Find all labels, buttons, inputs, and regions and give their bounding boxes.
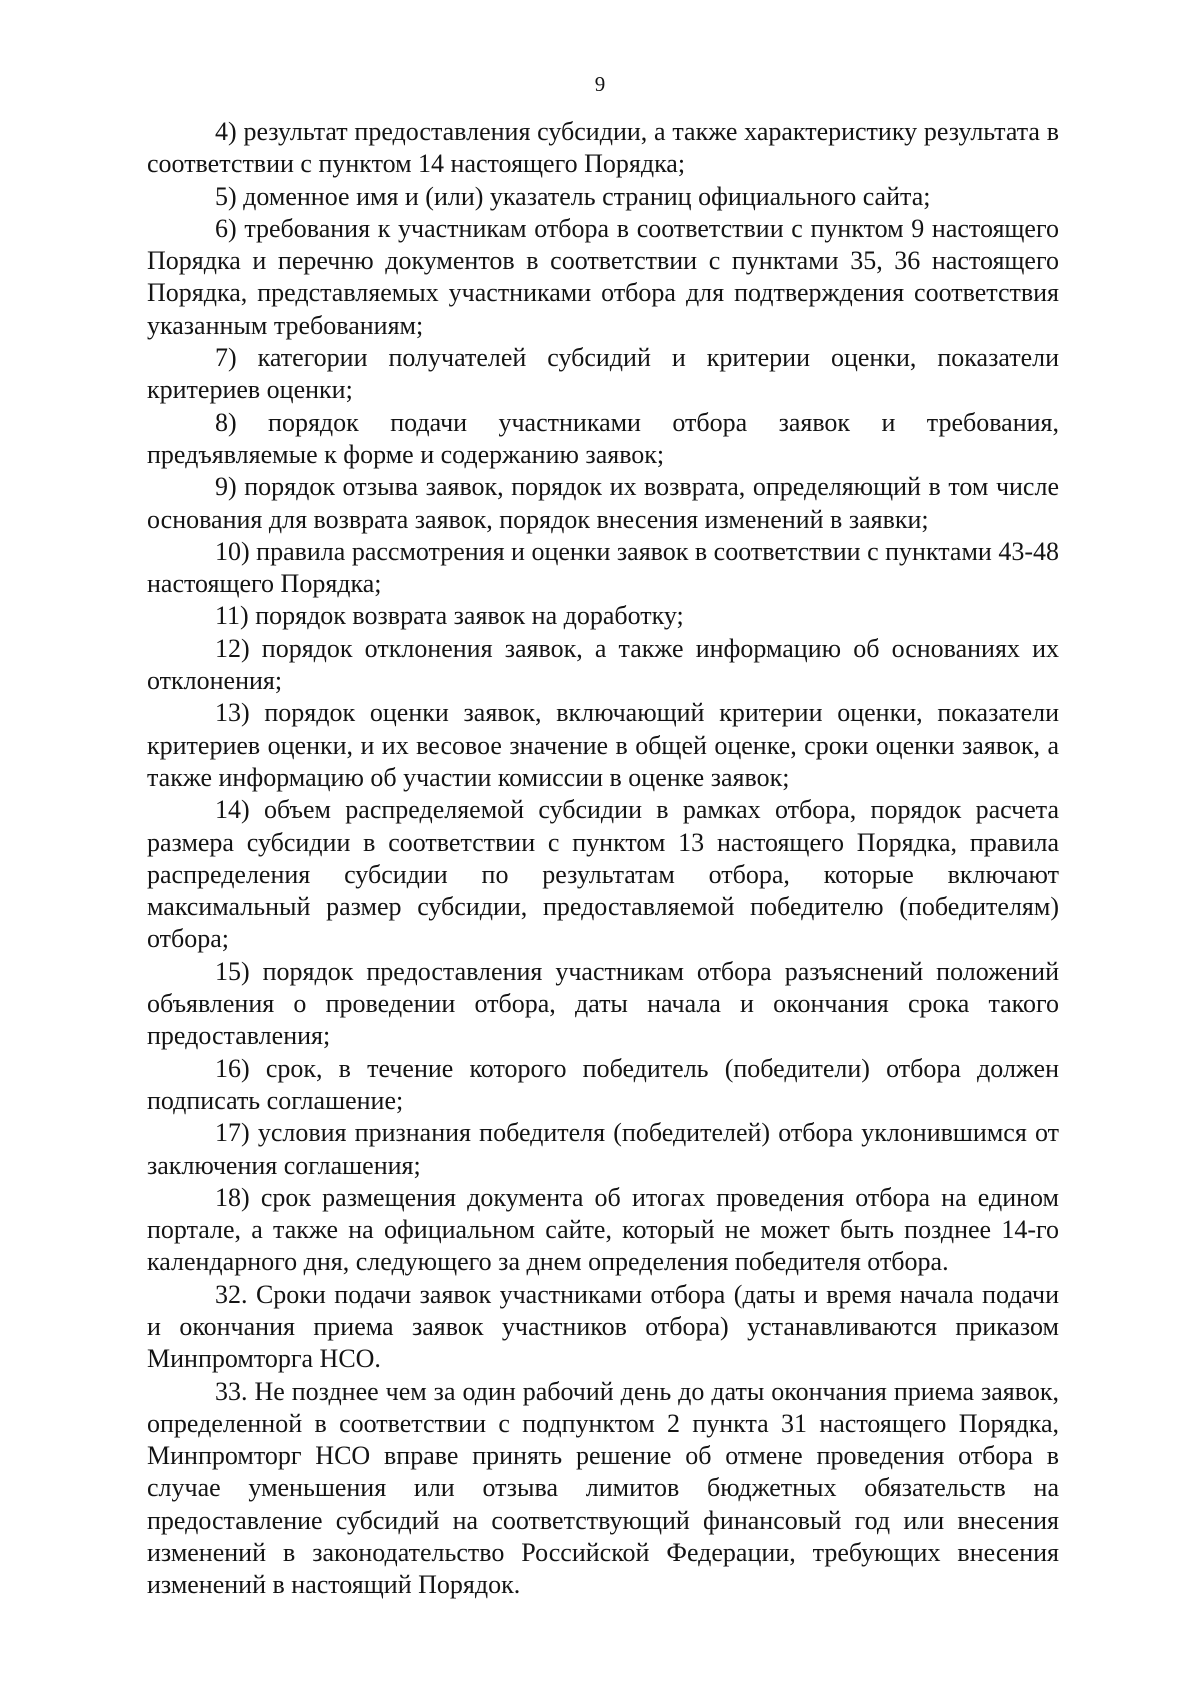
- list-item-6: 6) требования к участникам отбора в соответствии с пунктом 9 настоящего Порядка и перечню документов в соответствии с пунктами 35, 36 настоящего Порядка, представляемых участниками отбора для подтверждения соответствия указанным требованиям;: [147, 213, 1059, 340]
- list-item-4: 4) результат предоставления субсидии, а также характеристику результата в соответствии с пунктом 14 настоящего Порядка;: [147, 117, 1059, 179]
- list-item-7: 7) категории получателей субсидий и критерии оценки, показатели критериев оценки;: [147, 343, 1059, 405]
- page-number: 9: [594, 72, 606, 96]
- list-item-14: 14) объем распределяемой субсидии в рамках отбора, порядок расчета размера субсидии в соответствии с пунктом 13 настоящего Порядка, правила распределения субсидии по результатам отбора, которые включают максимальный размер субсидии, предоставляемой победителю (победителям) отбора;: [147, 795, 1059, 954]
- list-item-9: 9) порядок отзыва заявок, порядок их возврата, определяющий в том числе основания для возврата заявок, порядок внесения изменений в заявки;: [147, 472, 1059, 534]
- list-item-8: 8) порядок подачи участниками отбора заявок и требования, предъявляемые к форме и содержанию заявок;: [147, 407, 1059, 469]
- list-item-15: 15) порядок предоставления участникам отбора разъяснений положений объявления о проведении отбора, даты начала и окончания срока такого предоставления;: [147, 956, 1059, 1051]
- section-33-paragraph: 33. Не позднее чем за один рабочий день до даты окончания приема заявок, определенной в соответствии с подпунктом 2 пункта 31 настоящего Порядка, Минпромторг НСО вправе принять решение об отмене проведения отбора в случае уменьшения или отзыва лимитов бюджетных обязательств на предоставление субсидий на соответствующий финансовый год или внесения изменений в законодательство Российской Федерации, требующих внесения изменений в настоящий Порядок.: [147, 1376, 1059, 1600]
- section-32-paragraph: 32. Сроки подачи заявок участниками отбора (даты и время начала подачи и окончания приема заявок участников отбора) устанавливаются приказом Минпромторга НСО.: [147, 1279, 1059, 1374]
- list-item-17: 17) условия признания победителя (победителей) отбора уклонившимся от заключения соглашения;: [147, 1118, 1059, 1180]
- list-item-10: 10) правила рассмотрения и оценки заявок в соответствии с пунктами 43-48 настоящего Порядка;: [147, 536, 1059, 599]
- list-item-12: 12) порядок отклонения заявок, а также информацию об основаниях их отклонения;: [147, 633, 1059, 696]
- list-item-16: 16) срок, в течение которого победитель (победители) отбора должен подписать соглашение;: [147, 1053, 1059, 1115]
- list-item-13: 13) порядок оценки заявок, включающий критерии оценки, показатели критериев оценки, и их весовое значение в общей оценке, сроки оценки заявок, а также информацию об участии комиссии в оценке заявок;: [147, 698, 1059, 792]
- list-item-11: 11) порядок возврата заявок на доработку;: [215, 601, 684, 631]
- document-body: [147, 116, 1059, 1602]
- list-item-18: 18) срок размещения документа об итогах проведения отбора на едином портале, а также на официальном сайте, который не может быть позднее 14-го календарного дня, следующего за днем определения победителя отбора.: [147, 1182, 1059, 1277]
- list-item-5: 5) доменное имя и (или) указатель страниц официального сайта;: [215, 181, 931, 211]
